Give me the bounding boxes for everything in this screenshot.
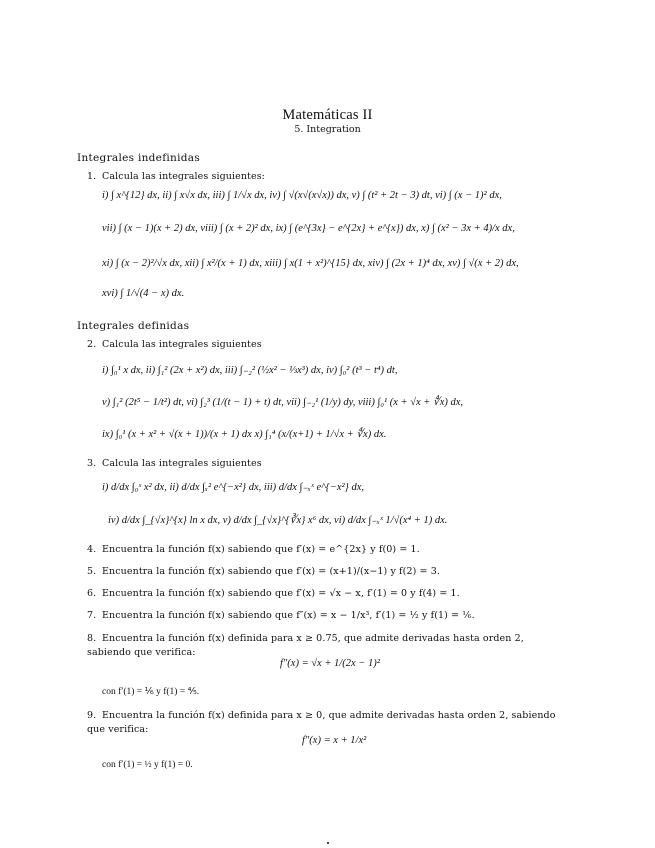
formula-line: xvi) ∫ 1/√(4 − x) dx. bbox=[102, 288, 185, 299]
exercise-6-statement bbox=[87, 588, 460, 599]
formula-line: i) ∫ x^{12} dx, ii) ∫ x√x dx, iii) ∫ 1/√x dx, iv) ∫ √(x√(x√x)) dx, v) ∫ (t² + 2t − 3) dt, vi) ∫ (x − 1)² dx, bbox=[102, 190, 502, 201]
exercise-number: 9. bbox=[87, 710, 97, 721]
formula-line: i) d/dx ∫₀ˣ x² dx, ii) d/dx ∫ₓ² e^{−x²} dx, iii) d/dx ∫₋ₓˣ e^{−x²} dx, bbox=[102, 482, 365, 493]
exercise-number: 6. bbox=[87, 588, 97, 599]
exercise-text: Encuentra la función f(x) definida para x ≥ 0.75, que admite derivadas hasta orden 2, sabiendo que verifica: bbox=[87, 633, 524, 658]
exercise-number: 5. bbox=[87, 566, 97, 577]
formula-line: xi) ∫ (x − 2)²/√x dx, xii) ∫ x²/(x + 1) dx, xiii) ∫ x(1 + x²)^{15} dx, xiv) ∫ (2x + 1)⁴ dx, xv) ∫ √(x + 2) dx, bbox=[102, 258, 519, 269]
exercise-text: Encuentra la función f(x) sabiendo que f′(x) = e^{2x} y f(0) = 1. bbox=[102, 544, 420, 555]
exercise-5-statement bbox=[87, 566, 440, 577]
exercise-conditions: con f′(1) = ½ y f(1) = 0. bbox=[102, 760, 193, 770]
exercise-text: Encuentra la función f(x) sabiendo que f″(x) = x − 1/x³, f′(1) = ½ y f(1) = ⅙. bbox=[102, 610, 475, 621]
exercise-2-statement bbox=[87, 339, 262, 350]
exercise-text: Encuentra la función f(x) definida para x ≥ 0, que admite derivadas hasta orden 2, sabiendo que verifica: bbox=[87, 710, 556, 735]
exercise-text: Encuentra la función f(x) sabiendo que f′(x) = (x+1)/(x−1) y f(2) = 3. bbox=[102, 566, 440, 577]
exercise-conditions: con f′(1) = ⅙ y f(1) = ⅘. bbox=[102, 687, 200, 697]
formula-line: vii) ∫ (x − 1)(x + 2) dx, viii) ∫ (x + 2)² dx, ix) ∫ (e^{3x} − e^{2x} + e^{x}) dx, x) ∫ (x² − 3x + 4)/x dx, bbox=[102, 223, 515, 234]
exercise-text: Calcula las integrales siguientes bbox=[102, 458, 262, 469]
display-equation: f″(x) = √x + 1/(2x − 1)² bbox=[280, 658, 380, 669]
exercise-text: Calcula las integrales siguientes bbox=[102, 339, 262, 350]
exercise-7-statement bbox=[87, 610, 475, 621]
exercise-1-statement bbox=[87, 171, 265, 182]
display-equation: f″(x) = x + 1/x² bbox=[302, 735, 367, 746]
exercise-3-statement bbox=[87, 458, 262, 469]
exercise-4-statement bbox=[87, 544, 420, 555]
page-title: Matemáticas II bbox=[282, 107, 373, 123]
exercise-number: 4. bbox=[87, 544, 97, 555]
exercise-9-statement bbox=[87, 709, 567, 737]
exercise-number: 3. bbox=[87, 458, 97, 469]
exercise-8-statement bbox=[87, 632, 567, 660]
formula-line: i) ∫₀¹ x dx, ii) ∫₁² (2x + x²) dx, iii) ∫₋₂² (½x² − ⅓x³) dx, iv) ∫₀² (t³ − t⁴) dt, bbox=[102, 365, 398, 376]
section-heading-definidas: Integrales definidas bbox=[77, 320, 190, 332]
exercise-number: 8. bbox=[87, 633, 97, 644]
exercise-text: Encuentra la función f(x) sabiendo que f′(x) = √x − x, f′(1) = 0 y f(4) = 1. bbox=[102, 588, 460, 599]
exercise-number: 2. bbox=[87, 339, 97, 350]
section-heading-indefinidas: Integrales indefinidas bbox=[77, 152, 201, 164]
formula-line: ix) ∫₀¹ (x + x² + √(x + 1))/(x + 1) dx x) ∫₁⁴ (x/(x+1) + 1/√x + ∜x) dx. bbox=[102, 429, 387, 440]
exercise-text: Calcula las integrales siguientes: bbox=[102, 171, 265, 182]
page-subtitle: 5. Integration bbox=[294, 124, 361, 135]
formula-line: v) ∫₁² (2t⁵ − 1/t²) dt, vi) ∫₂³ (1/(t − 1) + t) dt, vii) ∫₋₂¹ (1/y) dy, viii) ∫₀¹ (x + √x + ∜x) dx, bbox=[102, 397, 464, 408]
formula-line: iv) d/dx ∫_{√x}^{x} ln x dx, v) d/dx ∫_{√x}^{∛x} x⁶ dx, vi) d/dx ∫₋ₓˣ 1/√(x⁴ + 1) dx. bbox=[108, 515, 448, 526]
exercise-number: 1. bbox=[87, 171, 97, 182]
page-marker-dot bbox=[327, 842, 329, 844]
exercise-number: 7. bbox=[87, 610, 97, 621]
